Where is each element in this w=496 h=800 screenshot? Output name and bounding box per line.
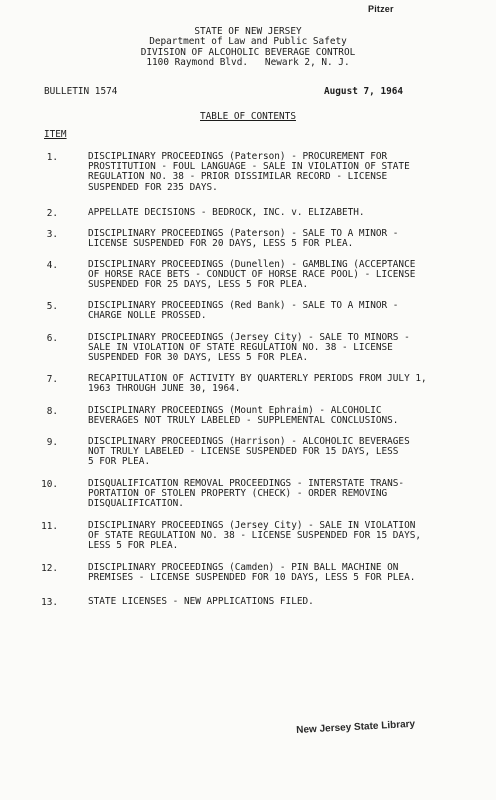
item-line: RECAPITULATION OF ACTIVITY BY QUARTERLY PERIODS FROM JULY 1,	[88, 373, 427, 384]
header-division: DIVISION OF ALCOHOLIC BEVERAGE CONTROL	[140, 46, 356, 58]
header-address: 1100 Raymond Blvd. Newark 2, N. J.	[146, 57, 350, 69]
item-line: DISCIPLINARY PROCEEDINGS (Mount Ephraim) - ALCOHOLIC	[88, 405, 382, 416]
bulletin-date: August 7, 1964	[324, 86, 404, 97]
item-text	[88, 229, 486, 249]
item-line: PORTATION OF STOLEN PROPERTY (CHECK) - ORDER REMOVING	[88, 488, 388, 500]
item-text	[88, 479, 486, 510]
item-line: 1963 THROUGH JUNE 30, 1964.	[88, 383, 241, 395]
item-text	[88, 152, 486, 193]
item-line: DISCIPLINARY PROCEEDINGS (Jersey City) - SALE TO MINORS -	[88, 332, 410, 343]
item-number: 3.	[46, 229, 58, 240]
item-number: 9.	[46, 437, 58, 448]
item-line: SALE IN VIOLATION OF STATE REGULATION NO. 38 - LICENSE	[88, 342, 393, 354]
item-text	[88, 437, 486, 468]
item-line: LICENSE SUSPENDED FOR 20 DAYS, LESS 5 FOR PLEA.	[88, 238, 354, 250]
toc-title-text: TABLE OF CONTENTS	[200, 111, 296, 122]
item-text	[88, 563, 486, 583]
item-text	[88, 597, 486, 607]
pitzer-stamp: Pitzer	[368, 4, 394, 14]
item-line: DISCIPLINARY PROCEEDINGS (Harrison) - ALCOHOLIC BEVERAGES	[88, 436, 410, 447]
header-state: STATE OF NEW JERSEY	[194, 26, 302, 37]
item-line: DISCIPLINARY PROCEEDINGS (Paterson) - PROCUREMENT FOR	[88, 151, 388, 162]
letterhead	[0, 27, 496, 69]
item-text	[88, 208, 486, 218]
header-department: Department of Law and Public Safety	[149, 36, 347, 48]
item-line: STATE LICENSES - NEW APPLICATIONS FILED.	[88, 596, 314, 607]
item-line: OF HORSE RACE BETS - CONDUCT OF HORSE RACE POOL) - LICENSE	[88, 269, 416, 281]
item-line: DISCIPLINARY PROCEEDINGS (Camden) - PIN BALL MACHINE ON	[88, 562, 399, 573]
item-line: SUSPENDED FOR 30 DAYS, LESS 5 FOR PLEA.	[88, 352, 309, 364]
item-line: REGULATION NO. 38 - PRIOR DISSIMILAR RECORD - LICENSE	[88, 171, 388, 183]
item-line: 5 FOR PLEA.	[88, 456, 151, 468]
item-column-header: ITEM	[44, 129, 67, 140]
item-line: LESS 5 FOR PLEA.	[88, 540, 179, 552]
item-line: BEVERAGES NOT TRULY LABELED - SUPPLEMENTAL CONCLUSIONS.	[88, 415, 399, 427]
item-text	[88, 406, 486, 426]
item-number: 6.	[46, 333, 58, 344]
item-number: 11.	[41, 521, 58, 532]
item-number: 12.	[41, 563, 58, 574]
item-text	[88, 521, 486, 552]
item-text	[88, 301, 486, 321]
item-line: NOT TRULY LABELED - LICENSE SUSPENDED FOR 15 DAYS, LESS	[88, 446, 399, 458]
item-number: 2.	[46, 208, 58, 219]
item-line: APPELLATE DECISIONS - BEDROCK, INC. v. ELIZABETH.	[88, 207, 365, 218]
toc-title	[0, 111, 496, 122]
item-number: 8.	[46, 406, 58, 417]
item-line: DISCIPLINARY PROCEEDINGS (Red Bank) - SALE TO A MINOR -	[88, 300, 399, 311]
item-line: CHARGE NOLLE PROSSED.	[88, 310, 207, 322]
item-line: SUSPENDED FOR 235 DAYS.	[88, 181, 218, 193]
item-number: 4.	[46, 260, 58, 271]
item-number: 5.	[46, 301, 58, 312]
item-text	[88, 333, 486, 364]
item-number: 1.	[46, 152, 58, 163]
item-line: PROSTITUTION - FOUL LANGUAGE - SALE IN VIOLATION OF STATE	[88, 161, 410, 173]
item-line: DISCIPLINARY PROCEEDINGS (Paterson) - SALE TO A MINOR -	[88, 228, 399, 239]
item-line: SUSPENDED FOR 25 DAYS, LESS 5 FOR PLEA.	[88, 279, 309, 291]
library-stamp: New Jersey State Library	[296, 718, 416, 736]
item-text	[88, 260, 486, 291]
item-text	[88, 374, 486, 394]
item-line: OF STATE REGULATION NO. 38 - LICENSE SUSPENDED FOR 15 DAYS,	[88, 530, 422, 542]
item-line: DISCIPLINARY PROCEEDINGS (Dunellen) - GAMBLING (ACCEPTANCE	[88, 259, 416, 270]
item-number: 10.	[41, 479, 58, 490]
bulletin-number: BULLETIN 1574	[44, 86, 118, 97]
item-number: 13.	[41, 597, 58, 608]
item-line: DISQUALIFICATION.	[88, 498, 184, 510]
item-line: PREMISES - LICENSE SUSPENDED FOR 10 DAYS, LESS 5 FOR PLEA.	[88, 572, 416, 584]
item-line: DISCIPLINARY PROCEEDINGS (Jersey City) - SALE IN VIOLATION	[88, 520, 416, 531]
item-line: DISQUALIFICATION REMOVAL PROCEEDINGS - INTERSTATE TRANS-	[88, 478, 405, 489]
item-number: 7.	[46, 374, 58, 385]
